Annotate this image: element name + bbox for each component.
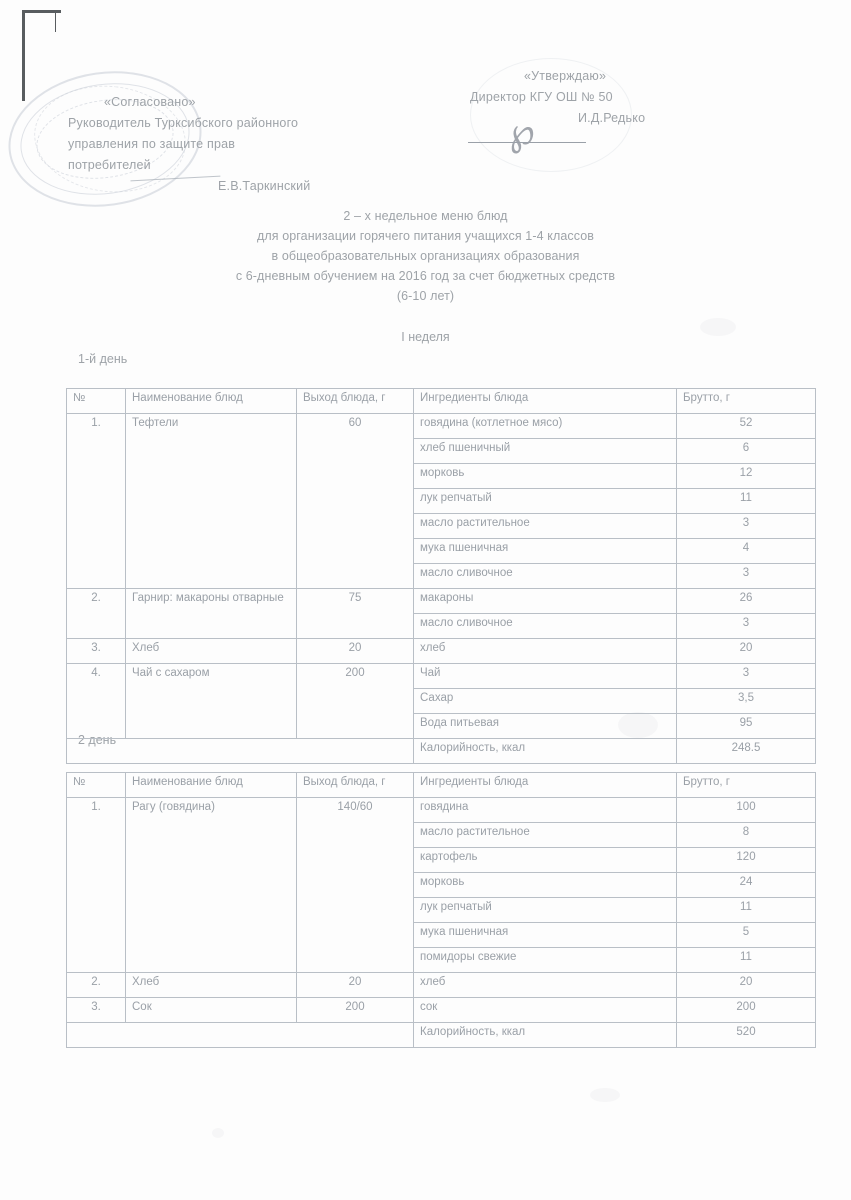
table-row xyxy=(67,639,816,664)
cell-dish-name: Хлеб xyxy=(126,973,297,998)
cell-dish-output: 200 xyxy=(297,998,414,1023)
cell-ingredient-gross: 11 xyxy=(677,948,816,973)
cell-dish-no: 3. xyxy=(67,998,126,1023)
cell-dish-name: Рагу (говядина) xyxy=(126,798,297,973)
menu-table-day-2 xyxy=(66,772,816,1048)
approval-left-line1: «Согласовано» xyxy=(104,95,196,109)
cell-ingredient-name: морковь xyxy=(414,873,677,898)
col-header-output: Выход блюда, г xyxy=(297,389,414,414)
cell-ingredient-name: Вода питьевая xyxy=(414,714,677,739)
approval-block-left xyxy=(68,92,448,197)
approval-right-line1: «Утверждаю» xyxy=(524,69,607,83)
menu-table-body-day-1 xyxy=(67,414,816,764)
cell-dish-no: 1. xyxy=(67,798,126,973)
cell-ingredient-gross: 52 xyxy=(677,414,816,439)
cell-dish-output: 60 xyxy=(297,414,414,589)
cell-dish-no: 3. xyxy=(67,639,126,664)
document-title xyxy=(0,206,851,306)
cell-ingredient-gross: 11 xyxy=(677,489,816,514)
cell-ingredient-name: хлеб xyxy=(414,973,677,998)
calorie-label: Калорийность, ккал xyxy=(414,1023,677,1048)
calorie-label: Калорийность, ккал xyxy=(414,739,677,764)
cell-dish-no: 4. xyxy=(67,664,126,739)
approval-right-line2: Директор КГУ ОШ № 50 xyxy=(470,90,613,104)
menu-table-body-day-2 xyxy=(67,798,816,1048)
scan-smudge xyxy=(590,1088,620,1102)
cell-ingredient-name: говядина xyxy=(414,798,677,823)
cell-ingredient-name: масло растительное xyxy=(414,514,677,539)
cell-ingredient-gross: 95 xyxy=(677,714,816,739)
cell-ingredient-name: морковь xyxy=(414,464,677,489)
table-row xyxy=(67,664,816,689)
calorie-summary-row xyxy=(67,1023,816,1048)
cell-ingredient-name: помидоры свежие xyxy=(414,948,677,973)
table-row xyxy=(67,798,816,823)
week-label: I неделя xyxy=(401,330,450,344)
cell-ingredient-gross: 12 xyxy=(677,464,816,489)
cell-ingredient-name: мука пшеничная xyxy=(414,539,677,564)
col-header-ingredients: Ингредиенты блюда xyxy=(414,773,677,798)
signature-mark-right: ℘ xyxy=(505,110,537,155)
cell-ingredient-gross: 11 xyxy=(677,898,816,923)
signature-rule xyxy=(468,142,586,143)
cell-ingredient-gross: 3 xyxy=(677,514,816,539)
cell-ingredient-gross: 100 xyxy=(677,798,816,823)
calorie-summary-row xyxy=(67,739,816,764)
cell-ingredient-name: масло сливочное xyxy=(414,564,677,589)
cell-ingredient-gross: 20 xyxy=(677,973,816,998)
cell-ingredient-gross: 3,5 xyxy=(677,689,816,714)
title-line-1: 2 – х недельное меню блюд xyxy=(343,209,508,223)
cell-ingredient-name: говядина (котлетное мясо) xyxy=(414,414,677,439)
col-header-name: Наименование блюд xyxy=(126,773,297,798)
cell-ingredient-name: хлеб xyxy=(414,639,677,664)
cell-ingredient-gross: 20 xyxy=(677,639,816,664)
cell-ingredient-gross: 200 xyxy=(677,998,816,1023)
cell-dish-output: 20 xyxy=(297,973,414,998)
cell-ingredient-gross: 5 xyxy=(677,923,816,948)
cell-ingredient-name: масло сливочное xyxy=(414,614,677,639)
cell-ingredient-gross: 8 xyxy=(677,823,816,848)
title-line-3: в общеобразовательных организациях образования xyxy=(271,249,580,263)
approval-left-line4: потребителей xyxy=(68,158,151,172)
title-line-5: (6-10 лет) xyxy=(396,289,455,303)
cell-ingredient-name: Чай xyxy=(414,664,677,689)
calorie-value: 248.5 xyxy=(677,739,816,764)
cell-dish-name: Тефтели xyxy=(126,414,297,589)
col-header-output: Выход блюда, г xyxy=(297,773,414,798)
table-row xyxy=(67,414,816,439)
table-row xyxy=(67,998,816,1023)
cell-dish-name: Чай с сахаром xyxy=(126,664,297,739)
title-line-4: с 6-дневным обучением на 2016 год за счет бюджетных средств xyxy=(235,269,616,283)
cell-ingredient-name: лук репчатый xyxy=(414,898,677,923)
cell-dish-output: 140/60 xyxy=(297,798,414,973)
day-label-1: 1-й день xyxy=(78,352,128,366)
menu-table-day-1 xyxy=(66,388,816,764)
cell-ingredient-gross: 3 xyxy=(677,564,816,589)
day-label-2: 2 день xyxy=(78,733,117,747)
cell-dish-output: 200 xyxy=(297,664,414,739)
cell-ingredient-name: мука пшеничная xyxy=(414,923,677,948)
table-header-row xyxy=(67,773,816,798)
table-header-row xyxy=(67,389,816,414)
col-header-ingredients: Ингредиенты блюда xyxy=(414,389,677,414)
cell-ingredient-name: макароны xyxy=(414,589,677,614)
cell-ingredient-gross: 4 xyxy=(677,539,816,564)
scan-smudge xyxy=(212,1128,224,1138)
cell-dish-name: Хлеб xyxy=(126,639,297,664)
cell-dish-output: 75 xyxy=(297,589,414,639)
col-header-no: № xyxy=(67,773,126,798)
cell-spacer xyxy=(67,1023,414,1048)
table-row xyxy=(67,589,816,614)
title-line-2: для организации горячего питания учащихся 1-4 классов xyxy=(256,229,595,243)
col-header-gross: Брутто, г xyxy=(677,389,816,414)
cell-ingredient-gross: 3 xyxy=(677,664,816,689)
cell-ingredient-name: масло растительное xyxy=(414,823,677,848)
col-header-name: Наименование блюд xyxy=(126,389,297,414)
cell-ingredient-gross: 24 xyxy=(677,873,816,898)
cell-dish-no: 2. xyxy=(67,973,126,998)
cell-dish-name: Гарнир: макароны отварные xyxy=(126,589,297,639)
cell-spacer xyxy=(67,739,414,764)
col-header-gross: Брутто, г xyxy=(677,773,816,798)
cell-dish-output: 20 xyxy=(297,639,414,664)
cell-dish-no: 1. xyxy=(67,414,126,589)
approval-right-signer: И.Д.Редько xyxy=(578,111,646,125)
cell-ingredient-name: хлеб пшеничный xyxy=(414,439,677,464)
approval-left-line3: управления по защите прав xyxy=(68,137,236,151)
approval-left-line2: Руководитель Турксибского районного xyxy=(68,116,299,130)
cell-ingredient-name: лук репчатый xyxy=(414,489,677,514)
approval-left-signer: Е.В.Таркинский xyxy=(218,179,311,193)
cell-ingredient-gross: 26 xyxy=(677,589,816,614)
table-row xyxy=(67,973,816,998)
cell-ingredient-name: картофель xyxy=(414,848,677,873)
cell-ingredient-name: Сахар xyxy=(414,689,677,714)
cell-dish-no: 2. xyxy=(67,589,126,639)
cell-dish-name: Сок xyxy=(126,998,297,1023)
cell-ingredient-gross: 120 xyxy=(677,848,816,873)
col-header-no: № xyxy=(67,389,126,414)
cell-ingredient-gross: 3 xyxy=(677,614,816,639)
calorie-value: 520 xyxy=(677,1023,816,1048)
cell-ingredient-name: сок xyxy=(414,998,677,1023)
cell-ingredient-gross: 6 xyxy=(677,439,816,464)
